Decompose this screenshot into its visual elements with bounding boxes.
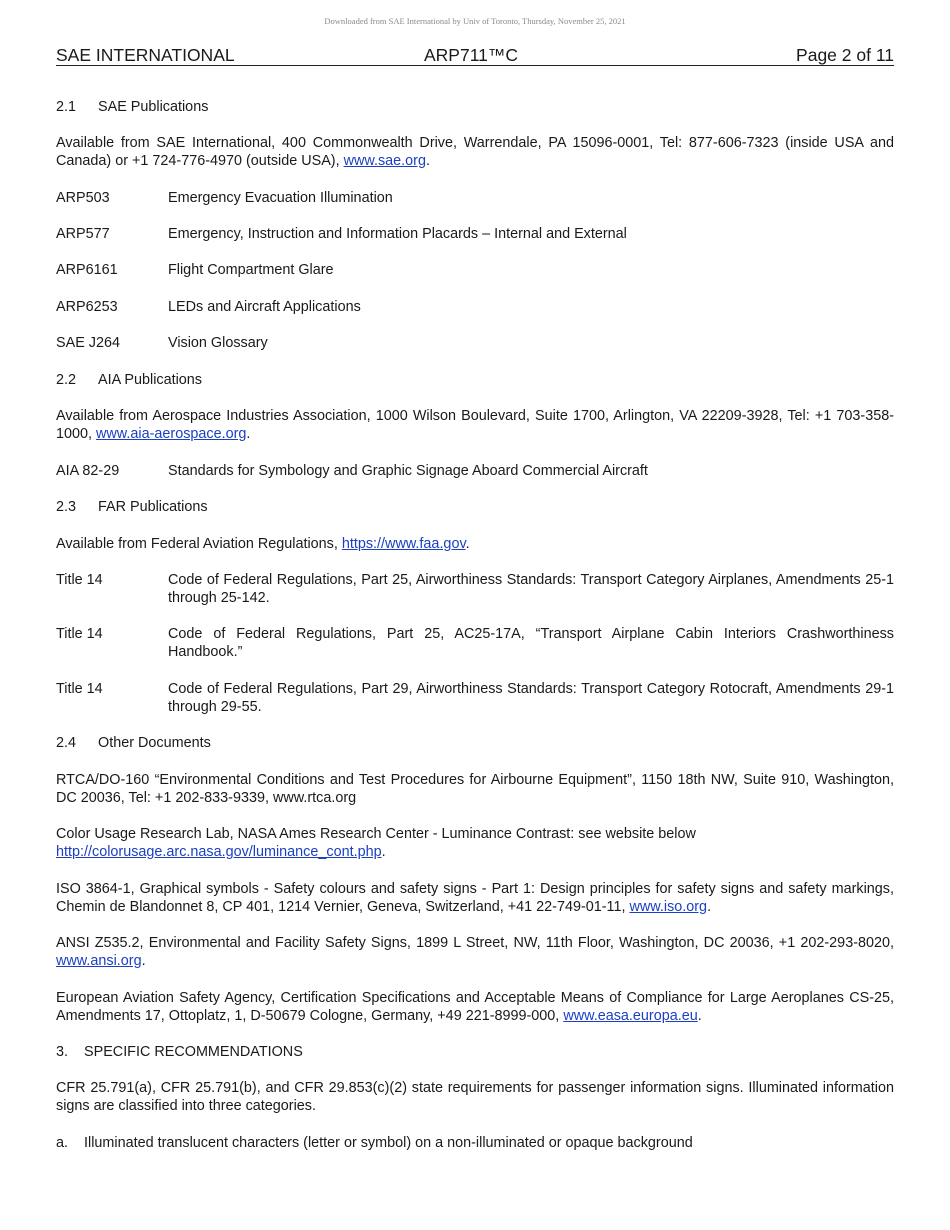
reference-code: Title 14 [56,572,103,588]
period: . [465,536,470,552]
ansi-reference-paragraph [56,934,894,970]
nasa-website-link[interactable]: http://colorusage.arc.nasa.gov/luminance_cont.php [56,844,382,860]
nasa-link-line [56,843,894,861]
sae-availability-paragraph [56,134,894,170]
section-title: SPECIFIC RECOMMENDATIONS [84,1044,303,1060]
period: . [141,953,146,969]
reference-title: Code of Federal Regulations, Part 25, Airworthiness Standards: Transport Category Airplanes, Amendments 25-1 through 25-142. [168,572,894,606]
download-watermark: Downloaded from SAE International by Univ of Toronto, Thursday, November 25, 2021 [324,16,626,26]
reference-code: ARP6161 [56,262,118,278]
aia-availability-text: Available from Aerospace Industries Association, 1000 Wilson Boulevard, Suite 1700, Arlington, VA 22209-3928, Tel: +1 703-358-1000, [56,408,894,442]
section-heading-2-4 [56,734,894,752]
ansi-website-link[interactable]: www.ansi.org [56,953,142,969]
header-page-number: Page 2 of 11 [796,45,894,65]
rtca-reference-paragraph: RTCA/DO-160 “Environmental Conditions and Test Procedures for Airbourne Equipment”, 1150 18th NW, Suite 910, Washington, DC 20036, Tel: +1 202-833-9339, www.rtca.org [56,772,894,806]
section-title: SAE Publications [98,99,209,115]
section-number: 2.2 [56,372,77,388]
section-title: FAR Publications [98,499,208,515]
reference-title: Code of Federal Regulations, Part 25, AC25-17A, “Transport Airplane Cabin Interiors Crashworthiness Handbook.” [168,626,894,660]
reference-title: LEDs and Aircraft Applications [168,299,361,315]
nasa-reference-text: Color Usage Research Lab, NASA Ames Research Center - Luminance Contrast: see website below [56,826,696,842]
list-item-a [56,1134,894,1152]
list-item-text: Illuminated translucent characters (letter or symbol) on a non-illuminated or opaque background [84,1135,693,1151]
reference-title: Code of Federal Regulations, Part 29, Airworthiness Standards: Transport Category Rotocraft, Amendments 29-1 through 29-55. [168,681,894,715]
section-number: 2.1 [56,99,77,115]
recommendations-paragraph: CFR 25.791(a), CFR 25.791(b), and CFR 29.853(c)(2) state requirements for passenger information signs. Illuminated information signs are classified into three categories. [56,1080,894,1114]
section-title: Other Documents [98,735,211,751]
period: . [425,153,430,169]
easa-website-link[interactable]: www.easa.europa.eu [563,1008,698,1024]
far-availability-text: Available from Federal Aviation Regulations, [56,536,342,552]
reference-title: Flight Compartment Glare [168,262,334,278]
faa-website-link[interactable]: https://www.faa.gov [341,536,466,552]
aia-website-link[interactable]: www.aia-aerospace.org [96,426,247,442]
sae-availability-text: Available from SAE International, 400 Commonwealth Drive, Warrendale, PA 15096-0001, Tel: 877-606-7323 (inside USA and Canada) or +1 724-776-4970 (outside USA), [56,135,894,169]
header-organization: SAE INTERNATIONAL [56,45,235,65]
section-number: 2.4 [56,735,77,751]
ansi-reference-text: ANSI Z535.2, Environmental and Facility Safety Signs, 1899 L Street, NW, 11th Floor, Washington, DC 20036, +1 202-293-8020, [56,935,894,951]
section-heading-2-1 [56,98,894,116]
reference-title: Standards for Symbology and Graphic Signage Aboard Commercial Aircraft [168,463,648,479]
aia-availability-paragraph [56,407,894,443]
period: . [697,1008,702,1024]
section-heading-3 [56,1043,894,1061]
reference-code: Title 14 [56,681,103,697]
header-document-id: ARP711™C [424,45,519,65]
reference-title: Emergency, Instruction and Information Placards – Internal and External [168,226,627,242]
section-title: AIA Publications [98,372,202,388]
reference-code: Title 14 [56,626,103,642]
iso-reference-text: ISO 3864-1, Graphical symbols - Safety colours and safety signs - Part 1: Design principles for safety signs and safety markings, Chemin de Blandonnet 8, CP 401, 1214 Vernier, Geneva, Switzerland, +41 22-749-01-11, [56,881,894,915]
period: . [381,844,386,860]
nasa-reference-paragraph [56,825,894,861]
section-number: 2.3 [56,499,77,515]
reference-title: Vision Glossary [168,335,268,351]
section-heading-2-3 [56,498,894,516]
period: . [707,899,712,915]
list-item-label: a. [56,1135,69,1151]
iso-reference-paragraph [56,880,894,916]
far-availability-paragraph [56,535,894,553]
iso-website-link[interactable]: www.iso.org [629,899,708,915]
sae-website-link[interactable]: www.sae.org [343,153,426,169]
section-number: 3. [56,1044,69,1060]
reference-code: SAE J264 [56,335,120,351]
reference-code: ARP503 [56,190,110,206]
easa-reference-paragraph [56,989,894,1025]
reference-title: Emergency Evacuation Illumination [168,190,393,206]
period: . [246,426,251,442]
section-heading-2-2 [56,371,894,389]
reference-code: ARP577 [56,226,110,242]
easa-reference-text: European Aviation Safety Agency, Certification Specifications and Acceptable Means of Compliance for Large Aeroplanes CS-25, Amendments 17, Ottoplatz, 1, D-50679 Cologne, Germany, +49 221-8999-000, [56,990,894,1024]
reference-code: AIA 82-29 [56,463,120,479]
page-header [56,45,894,66]
reference-code: ARP6253 [56,299,118,315]
